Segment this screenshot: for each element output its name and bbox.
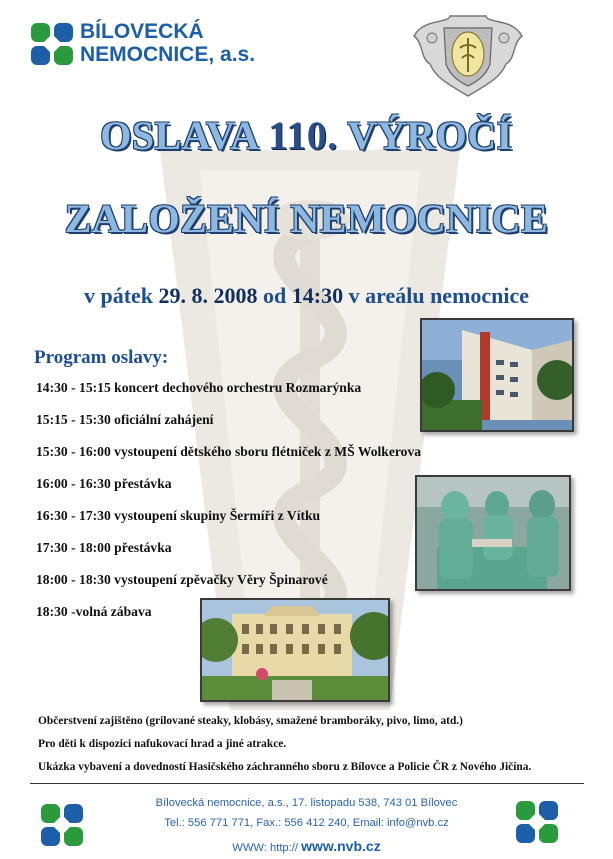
- event-location: v areálu nemocnice: [343, 283, 530, 308]
- hospital-logo-icon: [30, 22, 74, 66]
- brand-suffix: , a.s.: [208, 43, 256, 66]
- brand-line-1: BÍLOVECKÁ: [80, 20, 204, 43]
- title-1-anniversary-number: 110.: [267, 113, 338, 158]
- footer-contact[interactable]: Tel.: 556 771 771, Fax.: 556 412 240, Email: info@nvb.cz: [164, 817, 449, 829]
- footer-address: Bílovecká nemocnice, a.s., 17. listopadu 538, 743 01 Bílovec: [155, 797, 458, 809]
- operating-room-photo: [415, 475, 571, 591]
- event-date-line: [0, 283, 613, 309]
- historic-building-image: [202, 600, 388, 700]
- hospital-building-photo: [420, 318, 574, 432]
- operating-room-image: [417, 477, 569, 589]
- hospital-building-image: [422, 320, 572, 430]
- date-prefix: v pátek: [83, 283, 159, 308]
- town-crest-icon: [404, 14, 532, 98]
- footer-divider: [30, 783, 584, 784]
- event-date: 29. 8. 2008: [158, 283, 258, 308]
- event-notes-list: [38, 713, 531, 782]
- footer-website: [0, 838, 613, 854]
- program-item: 17:30 - 18:00 přestávka: [36, 540, 172, 555]
- note-item: Občerstvení zajištěno (grilované steaky, klobásy, smažené bramboráky, pivo, limo, atd.): [38, 715, 463, 727]
- www-label: WWW: http://: [232, 842, 302, 854]
- program-item: 18:30 -volná zábava: [36, 604, 152, 619]
- program-item: 16:30 - 17:30 vystoupení skupiny Šermíři z Vítku: [36, 508, 321, 523]
- program-heading: Program oslavy:: [34, 347, 169, 368]
- program-item: 18:00 - 18:30 vystoupení zpěvačky Věry Špinarové: [36, 572, 328, 587]
- note-item: Ukázka vybavení a dovedností Hasičského záchranného sboru z Bílovce a Policie ČR z Nového Jičína.: [38, 761, 532, 773]
- program-item: 14:30 - 15:15 koncert dechového orchestru Rozmarýnka: [36, 380, 362, 395]
- main-title-line-1: [0, 112, 613, 159]
- event-time: 14:30: [291, 283, 344, 308]
- title-1-part-b: VÝROČÍ: [337, 113, 513, 158]
- website-link[interactable]: www.nvb.cz: [301, 838, 381, 854]
- note-item: Pro děti k dispozici nafukovací hrad a jiné atrakce.: [38, 738, 287, 750]
- hospital-brand-name: [80, 20, 255, 66]
- brand-line-2-name: NEMOCNICE: [80, 43, 209, 66]
- main-title-line-2: ZALOŽENÍ NEMOCNICE: [64, 196, 549, 241]
- brand-line-2: [80, 43, 255, 66]
- date-connector: od: [257, 283, 292, 308]
- historic-building-photo: [200, 598, 390, 702]
- program-list: [36, 378, 421, 634]
- program-item: 15:15 - 15:30 oficiální zahájení: [36, 412, 214, 427]
- program-item: 16:00 - 16:30 přestávka: [36, 476, 172, 491]
- title-1-part-a: OSLAVA: [100, 113, 268, 158]
- program-item: 15:30 - 16:00 vystoupení dětského sboru flétniček z MŠ Wolkerova: [36, 444, 422, 459]
